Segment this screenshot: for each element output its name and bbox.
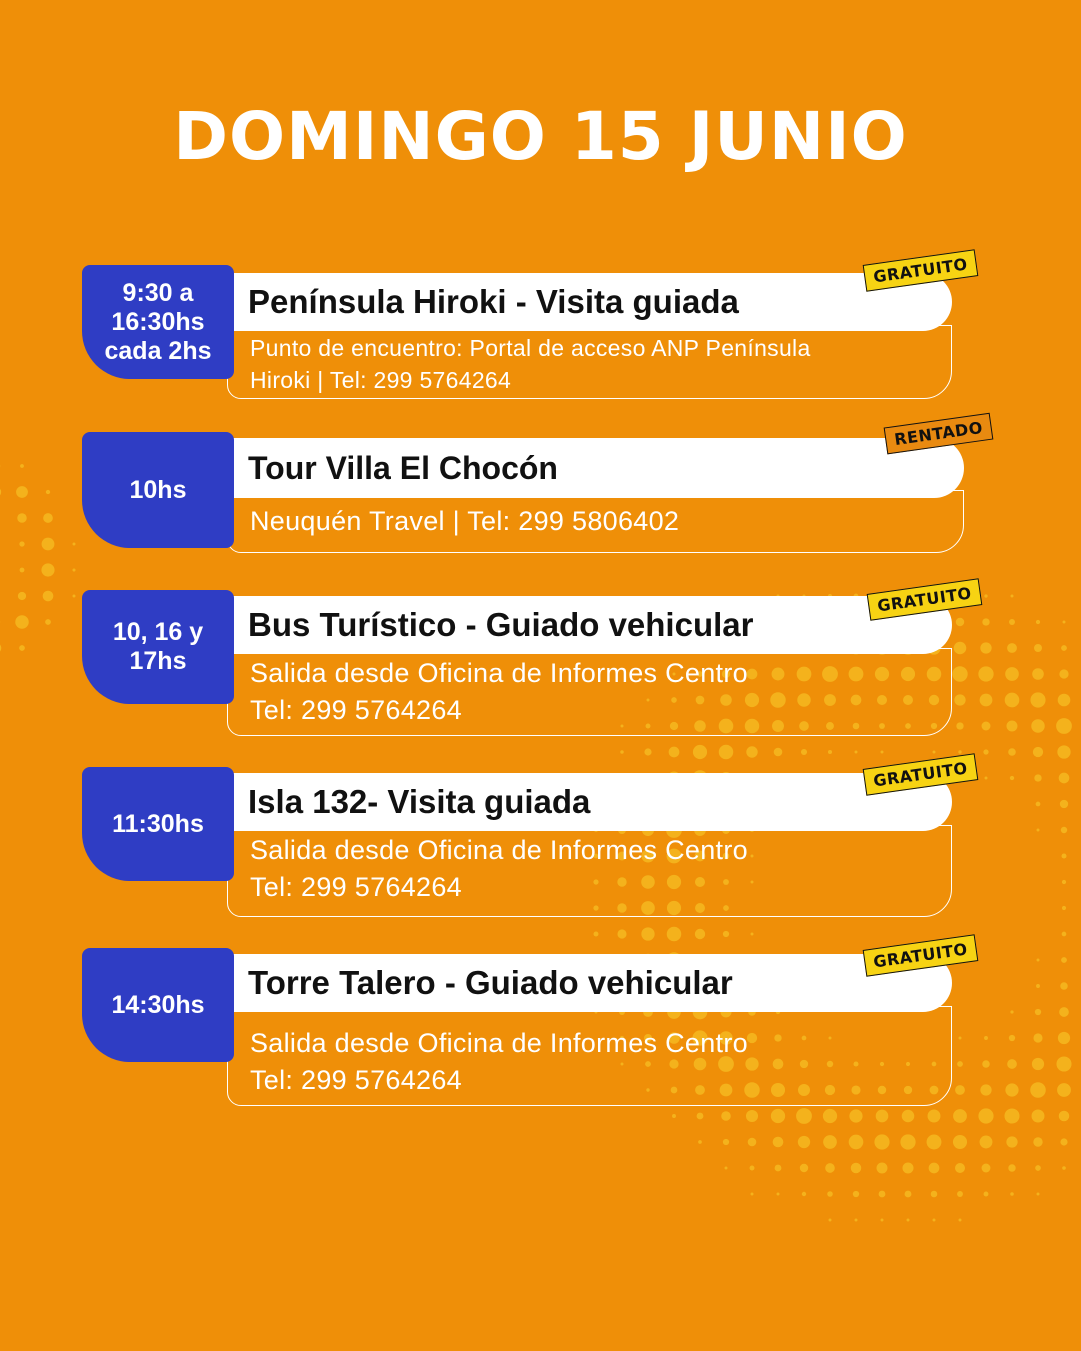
decor-dot: [823, 1109, 837, 1123]
page-title: DOMINGO 15 JUNIO: [173, 98, 908, 175]
decor-dot: [984, 1036, 988, 1040]
event-title-bar: [222, 954, 952, 1012]
time-box: [82, 432, 234, 548]
event-title-bar: [222, 773, 952, 831]
decor-dot: [828, 750, 832, 754]
decor-dot: [1035, 1009, 1041, 1015]
decor-dot: [1062, 906, 1066, 910]
event-title: Tour Villa El Chocón: [248, 449, 558, 486]
event-time: 9:30 a 16:30hs cada 2hs: [104, 278, 212, 365]
decor-dot: [955, 1163, 965, 1173]
free-badge: GRATUITO: [863, 249, 979, 291]
decor-dot: [1062, 1166, 1066, 1170]
decor-dot: [1060, 1138, 1067, 1145]
decor-dot: [796, 1108, 812, 1124]
decor-dot: [0, 487, 1, 497]
decor-dot: [771, 1109, 785, 1123]
decor-dot: [73, 595, 76, 598]
decor-dot: [927, 1135, 942, 1150]
decor-dot: [777, 1193, 780, 1196]
decor-dot: [876, 1110, 889, 1123]
event-detail-box: [227, 825, 952, 917]
decor-dot: [751, 1193, 754, 1196]
decor-dot: [1032, 1110, 1045, 1123]
decor-dot: [1037, 1193, 1040, 1196]
decor-dot: [0, 643, 1, 654]
event-card: [82, 758, 982, 919]
decor-dot: [933, 1219, 936, 1222]
decor-dot: [855, 751, 858, 754]
free-badge: GRATUITO: [863, 934, 979, 976]
decor-dot: [798, 1136, 810, 1148]
decor-dot: [15, 615, 29, 629]
decor-dot: [641, 927, 654, 940]
decor-dot: [1004, 1108, 1019, 1123]
decor-dot: [902, 1162, 913, 1173]
decor-dot: [829, 1219, 832, 1222]
decor-dot: [20, 464, 24, 468]
event-detail: Salida desde Oficina de Informes Centro Tel: 299 5764264: [250, 658, 748, 725]
decor-dot: [17, 513, 27, 523]
decor-dot: [980, 642, 991, 653]
event-time: 10, 16 y 17hs: [112, 618, 204, 675]
decor-dot: [725, 1167, 728, 1170]
decor-dot: [958, 750, 961, 753]
decor-dot: [978, 1108, 993, 1123]
decor-dot: [881, 1219, 884, 1222]
decor-dot: [1036, 620, 1040, 624]
event-card: [82, 939, 982, 1110]
free-badge: GRATUITO: [867, 578, 983, 620]
decor-dot: [723, 931, 729, 937]
rented-badge: RENTADO: [884, 413, 994, 455]
time-box: [82, 767, 234, 881]
decor-dot: [800, 1164, 808, 1172]
decor-dot: [1006, 1136, 1017, 1147]
decor-dot: [43, 591, 54, 602]
decor-dot: [617, 929, 626, 938]
decor-dot: [980, 1136, 993, 1149]
decor-dot: [1011, 595, 1014, 598]
decor-dot: [907, 1219, 910, 1222]
decor-dot: [1056, 1056, 1071, 1071]
event-detail-box: [227, 648, 952, 736]
decor-dot: [849, 1135, 864, 1150]
decor-dot: [693, 745, 707, 759]
decor-dot: [594, 932, 599, 937]
decor-dot: [1059, 1007, 1069, 1017]
event-detail: Neuquén Travel | Tel: 299 5806402: [250, 506, 680, 536]
decor-dot: [1007, 1059, 1017, 1069]
event-card: [82, 254, 982, 405]
decor-dot: [881, 751, 884, 754]
decor-dot: [1060, 982, 1068, 990]
decor-dot: [801, 749, 807, 755]
decor-dot: [45, 619, 51, 625]
decor-dot: [879, 1191, 886, 1198]
decor-dot: [929, 1163, 940, 1174]
decor-dot: [41, 563, 54, 576]
event-detail: Punto de encuentro: Portal de acceso ANP Península Hiroki | Tel: 299 5764264: [250, 335, 811, 393]
decor-dot: [1010, 776, 1014, 780]
decor-dot: [1061, 957, 1067, 963]
event-detail-box: [227, 490, 964, 553]
decor-dot: [1036, 802, 1041, 807]
event-title: Bus Turístico - Guiado vehicular: [248, 606, 754, 643]
decor-dot: [905, 1191, 912, 1198]
decor-dot: [902, 1110, 915, 1123]
event-time: 10hs: [129, 475, 187, 504]
decor-dot: [1062, 880, 1066, 884]
decor-dot: [1059, 669, 1068, 678]
decor-dot: [719, 745, 734, 760]
decor-dot: [1010, 1010, 1013, 1013]
decor-dot: [1005, 667, 1019, 681]
decor-dot: [1030, 1082, 1046, 1098]
decor-dot: [723, 1139, 729, 1145]
decor-dot: [953, 1135, 967, 1149]
decor-dot: [957, 1191, 963, 1197]
event-detail-box: [227, 325, 952, 399]
decor-dot: [721, 1111, 731, 1121]
event-time: 14:30hs: [111, 990, 205, 1019]
decor-dot: [802, 1192, 806, 1196]
decor-dot: [1031, 719, 1044, 732]
decor-dot: [620, 750, 624, 754]
decor-dot: [823, 1135, 837, 1149]
decor-dot: [750, 1166, 755, 1171]
decor-dot: [1061, 645, 1067, 651]
decor-dot: [900, 1134, 915, 1149]
decor-dot: [851, 1163, 862, 1174]
decor-dot: [42, 538, 55, 551]
decor-dot: [1033, 1033, 1042, 1042]
decor-dot: [667, 927, 682, 942]
time-box: [82, 948, 234, 1062]
event-title-bar: [222, 273, 952, 331]
time-box: [82, 265, 234, 379]
decor-dot: [983, 749, 988, 754]
event-title: Torre Talero - Guiado vehicular: [248, 964, 733, 1001]
decor-dot: [775, 1165, 782, 1172]
decor-dot: [72, 568, 75, 571]
decor-dot: [853, 1191, 859, 1197]
free-badge: GRATUITO: [863, 753, 979, 795]
event-title: Península Hiroki - Visita guiada: [248, 283, 739, 320]
event-title-bar: [222, 438, 964, 498]
decor-dot: [43, 513, 53, 523]
decor-dot: [984, 1192, 989, 1197]
decor-dot: [982, 722, 991, 731]
decor-dot: [1005, 693, 1020, 708]
decor-dot: [1037, 959, 1040, 962]
decor-dot: [953, 1109, 967, 1123]
event-title: Isla 132- Visita guiada: [248, 783, 591, 820]
event-card: [82, 417, 984, 557]
decor-dot: [697, 1113, 704, 1120]
decor-dot: [746, 1110, 758, 1122]
decor-dot: [774, 748, 783, 757]
decor-dot: [773, 1137, 784, 1148]
decor-dot: [20, 568, 25, 573]
decor-dot: [1062, 932, 1067, 937]
decor-dot: [1032, 1058, 1044, 1070]
decor-dot: [933, 751, 936, 754]
decor-dot: [825, 1163, 835, 1173]
decor-dot: [672, 1114, 676, 1118]
decor-dot: [1058, 1032, 1070, 1044]
decor-dot: [1009, 1035, 1015, 1041]
decor-dot: [1033, 747, 1043, 757]
decor-dot: [748, 1138, 757, 1147]
decor-dot: [1034, 644, 1042, 652]
decor-dot: [985, 777, 988, 780]
decor-dot: [928, 1110, 941, 1123]
decor-dot: [698, 1140, 702, 1144]
decor-dot: [1057, 1083, 1071, 1097]
decor-dot: [982, 618, 989, 625]
decor-dot: [644, 748, 651, 755]
decor-dot: [1063, 621, 1066, 624]
decor-dot: [827, 1191, 833, 1197]
decor-dot: [1036, 984, 1040, 988]
decor-dot: [695, 929, 705, 939]
decor-dot: [1010, 1192, 1014, 1196]
decor-dot: [959, 1219, 962, 1222]
decor-dot: [849, 1109, 862, 1122]
decor-dot: [1008, 1164, 1015, 1171]
decor-dot: [1009, 619, 1015, 625]
decor-dot: [855, 1219, 858, 1222]
decor-dot: [1008, 748, 1016, 756]
decor-dot: [19, 645, 25, 651]
decor-dot: [669, 747, 680, 758]
decor-dot: [746, 746, 757, 757]
decor-dot: [16, 486, 28, 498]
event-title-bar: [222, 596, 952, 654]
decor-dot: [980, 1084, 991, 1095]
decor-dot: [1033, 1137, 1042, 1146]
event-detail: Salida desde Oficina de Informes Centro Tel: 299 5764264: [250, 835, 748, 902]
decor-dot: [984, 594, 987, 597]
event-card: [82, 583, 982, 740]
decor-dot: [1061, 827, 1067, 833]
decor-dot: [1059, 1111, 1070, 1122]
time-box: [82, 590, 234, 704]
decor-dot: [1037, 829, 1040, 832]
event-time: 11:30hs: [112, 809, 204, 838]
decor-dot: [1030, 692, 1045, 707]
decor-dot: [877, 1163, 888, 1174]
decor-dot: [18, 592, 26, 600]
decor-dot: [982, 1164, 991, 1173]
event-detail: Salida desde Oficina de Informes Centro Tel: 299 5764264: [250, 1028, 748, 1095]
decor-dot: [1058, 694, 1071, 707]
decor-dot: [874, 1134, 889, 1149]
decor-dot: [1060, 800, 1068, 808]
decor-dot: [1057, 745, 1070, 758]
decor-dot: [1061, 853, 1066, 858]
decor-dot: [73, 543, 76, 546]
decor-dot: [982, 1060, 990, 1068]
decor-dot: [19, 541, 24, 546]
decor-dot: [751, 933, 754, 936]
decor-dot: [931, 1191, 938, 1198]
decor-dot: [1035, 1165, 1041, 1171]
decor-dot: [46, 490, 50, 494]
decor-dot: [1007, 643, 1017, 653]
event-detail-box: [227, 1006, 952, 1106]
decor-dot: [1056, 718, 1072, 734]
decor-dot: [1006, 720, 1017, 731]
decor-dot: [1034, 774, 1041, 781]
decor-dot: [1005, 1083, 1018, 1096]
decor-dot: [1032, 668, 1044, 680]
decor-dot: [1059, 773, 1070, 784]
